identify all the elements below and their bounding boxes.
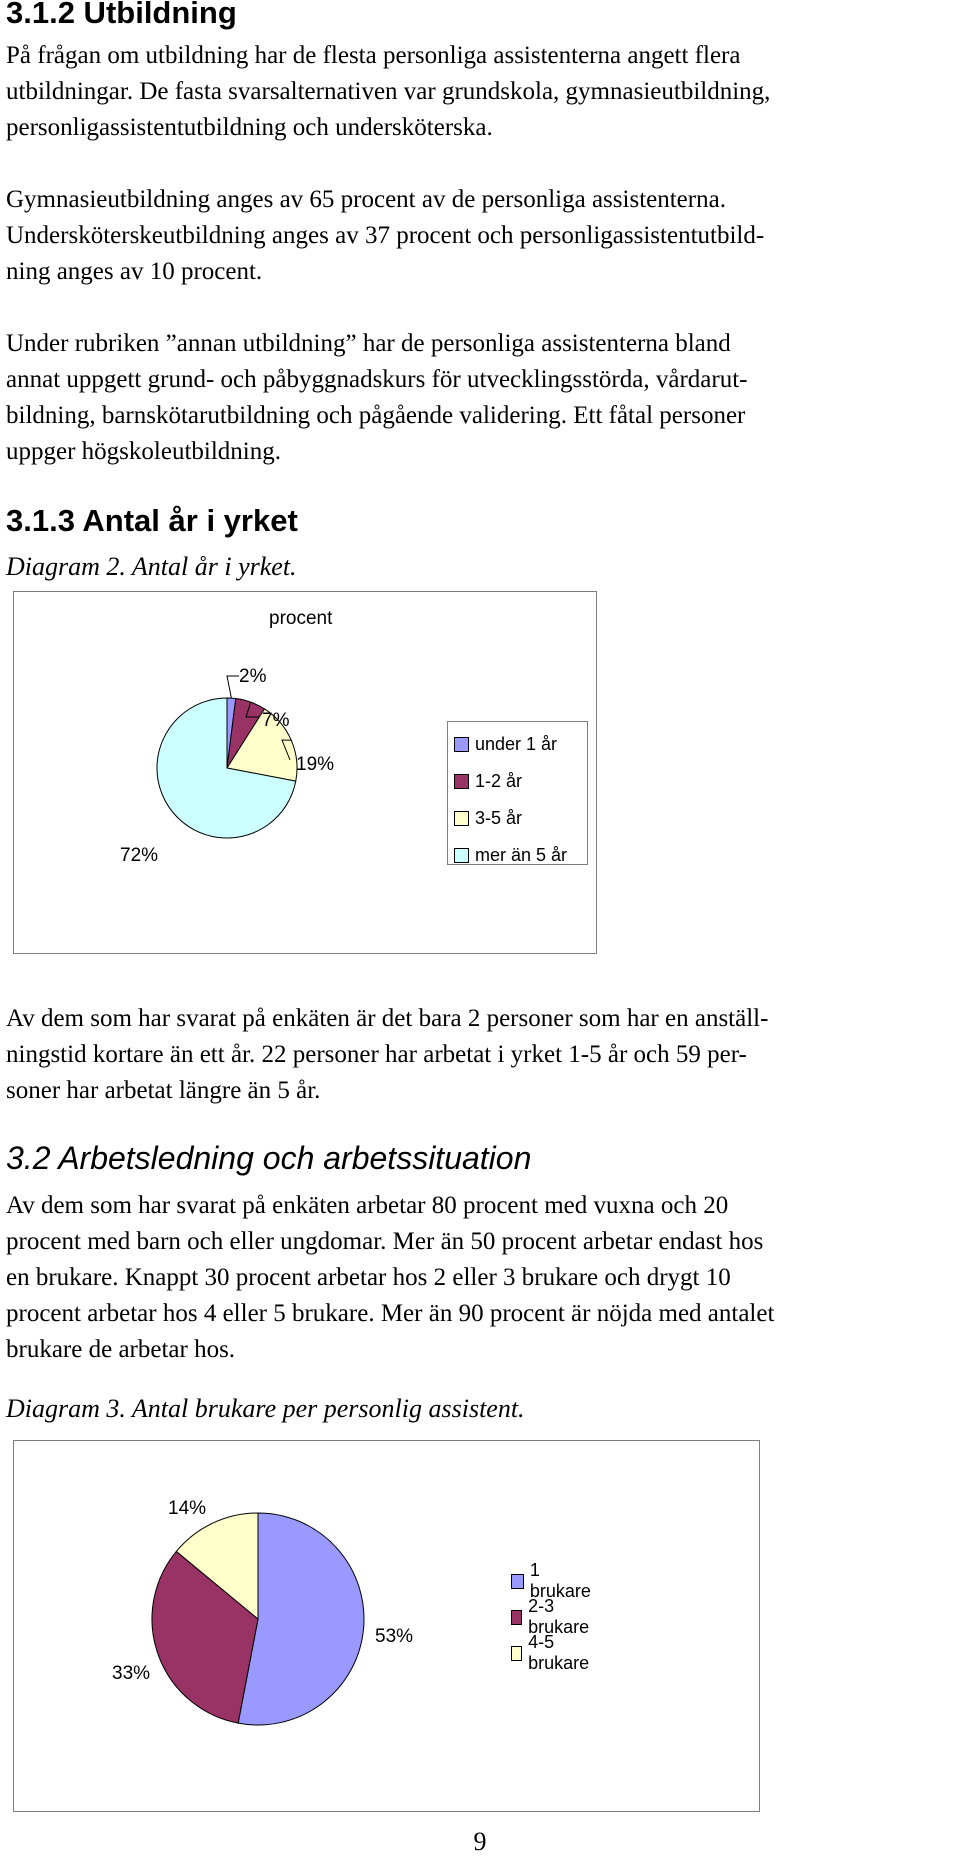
page-number: 9 bbox=[473, 1827, 487, 1856]
legend-swatch bbox=[454, 737, 469, 752]
pie-label-over-5: 72% bbox=[120, 845, 159, 866]
section-heading-utbildning: 3.1.2 Utbildning bbox=[6, 0, 237, 30]
legend-item: 1 brukare bbox=[511, 1569, 593, 1593]
chart-antal-brukare bbox=[13, 1440, 760, 1812]
paragraph-arbetssituation: Av dem som har svarat på enkäten arbetar 80 procent med vuxna och 20 procent med barn och eller ungdomar. Mer än 50 procent arbetar endast hos en brukare. Knappt 30 procent arbetar hos 2 eller 3 brukare och drygt 10 procent arbetar hos 4 eller 5 brukare. Mer än 90 procent är nöjda med antalet brukare de arbetar hos. bbox=[6, 1192, 775, 1363]
pie-label-1-brukare: 53% bbox=[375, 1626, 414, 1647]
legend-item: mer än 5 år bbox=[454, 843, 567, 867]
chart-antal-ar bbox=[13, 591, 597, 954]
pie-label-under-1: 2% bbox=[239, 666, 267, 687]
paragraph-annan-utbildning: Under rubriken ”annan utbildning” har de personliga assistenterna bland annat uppgett grund- och påbyggnadskurs för utvecklingsstörda, vårdarut- bildning, barnskötarutbildning och pågående validering. Ett fåtal personer uppger högskoleutbildning. bbox=[6, 330, 748, 465]
legend-swatch bbox=[511, 1646, 522, 1661]
diagram-3-caption: Diagram 3. Antal brukare per personlig assistent. bbox=[6, 1394, 525, 1423]
legend-swatch bbox=[454, 848, 469, 863]
pie-leader-line bbox=[227, 676, 239, 698]
legend-swatch bbox=[454, 774, 469, 789]
legend-item: 3-5 år bbox=[454, 806, 522, 830]
section-heading-arbetsledning: 3.2 Arbetsledning och arbetssituation bbox=[6, 1140, 532, 1176]
section-heading-antal-ar: 3.1.3 Antal år i yrket bbox=[6, 503, 298, 538]
pie-label-3-5: 19% bbox=[296, 754, 335, 775]
paragraph-utbildning-intro: På frågan om utbildning har de flesta personliga assistenterna angett flera utbildningar. De fasta svarsalternativen var grundskola, gymnasieutbildning, personligassistentutbildning och undersköterska. bbox=[6, 42, 771, 141]
legend-swatch bbox=[511, 1574, 524, 1589]
legend-antal-ar bbox=[447, 721, 588, 865]
legend-item: under 1 år bbox=[454, 732, 557, 756]
pie-label-1-2: 7% bbox=[262, 710, 290, 731]
chart-title: procent bbox=[269, 608, 333, 629]
legend-swatch bbox=[454, 811, 469, 826]
paragraph-anstallningstid: Av dem som har svarat på enkäten är det bara 2 personer som har en anställ- ningstid kortare än ett år. 22 personer har arbetat i yrket 1-5 år och 59 per- soner har arbetat längre än 5 år. bbox=[6, 1005, 769, 1104]
legend-swatch bbox=[511, 1610, 522, 1625]
pie-label-2-3-brukare: 33% bbox=[112, 1663, 151, 1684]
legend-item: 2-3 brukare bbox=[511, 1605, 593, 1629]
diagram-2-caption: Diagram 2. Antal år i yrket. bbox=[6, 552, 297, 581]
legend-item: 4-5 brukare bbox=[511, 1641, 593, 1665]
pie-label-2-3-brukare-top: 14% bbox=[168, 1498, 207, 1519]
paragraph-utbildning-percent: Gymnasieutbildning anges av 65 procent av de personliga assistenterna. Undersköterskeutbildning anges av 37 procent och personligassistentutbild- ning anges av 10 procent. bbox=[6, 186, 765, 285]
legend-item: 1-2 år bbox=[454, 769, 522, 793]
